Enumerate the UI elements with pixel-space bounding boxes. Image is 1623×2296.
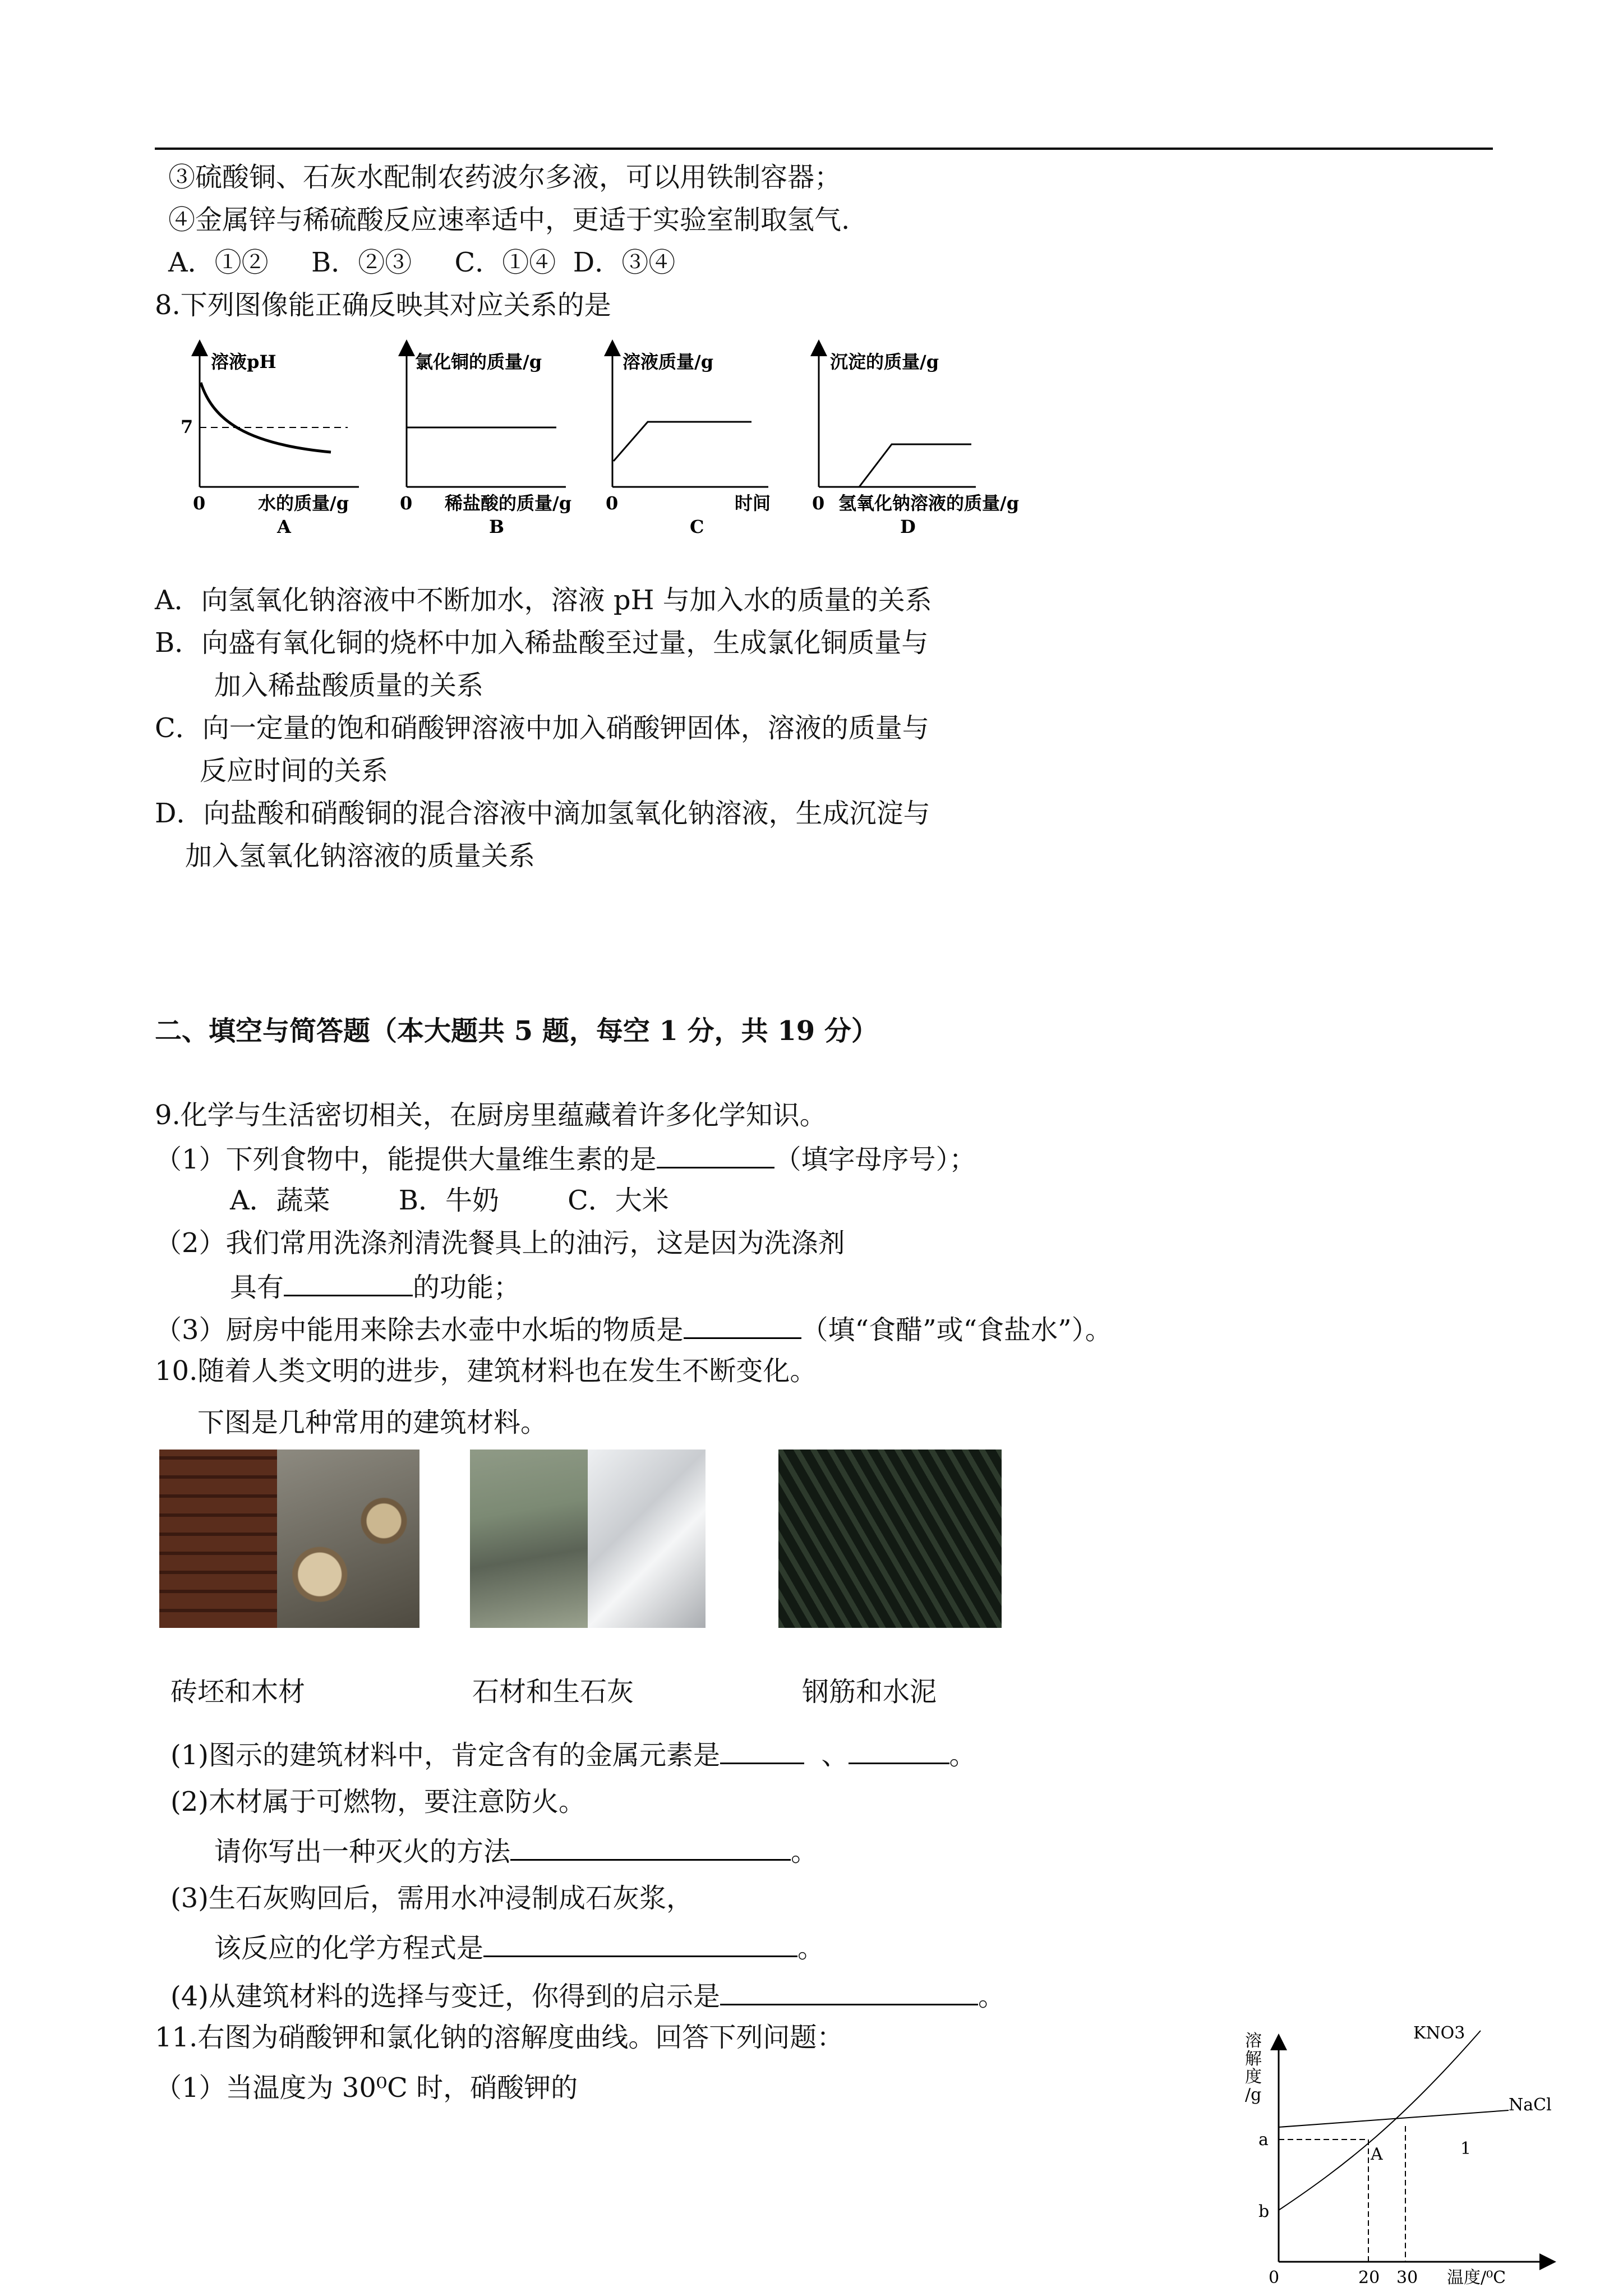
graph-c-origin: 0	[606, 493, 619, 514]
graph-d	[812, 348, 1019, 537]
graph-c-xlabel: 时间	[735, 493, 771, 514]
q10-part-3-line2: 该反应的化学方程式是 。	[214, 1930, 824, 1965]
q8-option-c-line1: C．向一定量的饱和硝酸钾溶液中加入硝酸钾固体，溶液的质量与	[155, 712, 929, 744]
ytick-a: a	[1258, 2130, 1269, 2150]
caption-bricks-timber: 砖坯和木材	[170, 1676, 306, 1708]
xtick-30: 30	[1396, 2268, 1418, 2288]
q8-option-a: A．向氢氧化钠溶液中不断加水，溶液 pH 与加入水的质量的关系	[155, 585, 932, 616]
solubility-ylabel-3: 度	[1245, 2067, 1262, 2087]
q10-part-2-line2: 请你写出一种灭火的方法 。	[214, 1833, 818, 1869]
q8-option-b-line1: B．向盛有氧化铜的烧杯中加入稀盐酸至过量，生成氯化铜质量与	[155, 627, 929, 659]
q7-option-3: ③硫酸铜、石灰水配制农药波尔多液，可以用铁制容器；	[168, 162, 842, 193]
solubility-origin: 0	[1269, 2268, 1280, 2288]
graph-a-xlabel: 水的质量/g	[258, 493, 349, 514]
q8-option-d-line1: D．向盐酸和硝酸铜的混合溶液中滴加氢氧化钠溶液，生成沉淀与	[155, 798, 930, 829]
solubility-ylabel-1: 溶	[1245, 2031, 1262, 2051]
q10-stem: 10.随着人类文明的进步，建筑材料也在发生不断变化。	[155, 1355, 817, 1387]
solubility-ylabel-2: 解	[1245, 2049, 1262, 2069]
graph-a-tick-7: 7	[181, 416, 193, 438]
graph-b-letter: B	[489, 516, 505, 537]
graph-c-letter: C	[690, 516, 704, 537]
graph-a-letter: A	[277, 516, 291, 537]
q10-blank-2[interactable]	[510, 1833, 791, 1861]
chart-note-1: 1	[1460, 2139, 1472, 2159]
q7-choices: A．①② B．②③ C．①④ D．③④	[168, 247, 676, 278]
q10-part-2-line1: (2)木材属于可燃物，要注意防火。	[170, 1786, 585, 1818]
q8-option-c-line2: 反应时间的关系	[200, 755, 389, 786]
solubility-xlabel: 温度/⁰C	[1447, 2268, 1506, 2288]
quicklime-image	[588, 1450, 706, 1628]
nacl-label: NaCl	[1509, 2095, 1552, 2115]
graph-a-ylabel: 溶液pH	[211, 351, 276, 372]
graph-c-ylabel: 溶液质量/g	[623, 351, 714, 372]
q8-option-b-line2: 加入稀盐酸质量的关系	[214, 670, 484, 701]
q8-stem: 8.下列图像能正确反映其对应关系的是	[155, 289, 611, 321]
q8-option-d-line2: 加入氢氧化钠溶液的质量关系	[185, 840, 536, 872]
q10-blank-1a[interactable]	[720, 1737, 804, 1764]
solubility-ylabel-4: /g	[1245, 2085, 1262, 2105]
q9-part-1-options: A．蔬菜 B．牛奶 C．大米	[230, 1185, 669, 1216]
graph-d-xlabel: 氢氧化钠溶液的质量/g	[838, 493, 1020, 514]
q10-blank-4[interactable]	[720, 1978, 978, 2005]
graph-b-xlabel: 稀盐酸的质量/g	[445, 493, 572, 514]
q10-part-4: (4)从建筑材料的选择与变迁，你得到的启示是 。	[170, 1978, 1005, 2013]
q10-subtitle: 下图是几种常用的建筑材料。	[197, 1407, 548, 1438]
q11-stem: 11.右图为硝酸钾和氯化钠的溶解度曲线。回答下列问题：	[155, 2022, 844, 2053]
ytick-b: b	[1258, 2202, 1270, 2221]
graph-d-line	[859, 444, 971, 487]
graph-a-curve	[201, 383, 331, 452]
solubility-chart	[1234, 2019, 1570, 2296]
caption-stone-quicklime: 石材和生石灰	[472, 1676, 634, 1708]
graph-a-origin: 0	[193, 493, 206, 514]
q9-part-3: （3）厨房中能用来除去水壶中水垢的物质是 （填“食醋”或“食盐水”）。	[155, 1312, 1112, 1347]
q8-graphs	[168, 337, 1066, 561]
graph-b	[400, 348, 571, 537]
graph-d-origin: 0	[812, 493, 825, 514]
bricks-image	[159, 1450, 277, 1628]
q7-option-4: ④金属锌与稀硫酸反应速率适中，更适于实验室制取氢气.	[168, 204, 850, 236]
graph-d-letter: D	[900, 516, 916, 537]
photo-rebar-and-cement	[778, 1450, 1002, 1628]
q10-blank-1b[interactable]	[849, 1737, 949, 1764]
graph-b-ylabel: 氯化铜的质量/g	[415, 351, 542, 372]
q9-part-2-line2: 具有 的功能；	[230, 1269, 520, 1304]
graph-c	[606, 348, 771, 537]
photo-bricks-and-timber	[159, 1450, 419, 1628]
q9-blank-3[interactable]	[684, 1312, 801, 1339]
point-a-label: A	[1371, 2145, 1383, 2164]
kno3-curve	[1279, 2031, 1481, 2210]
timber-image	[277, 1450, 419, 1628]
nacl-curve	[1279, 2110, 1509, 2127]
q9-blank-2[interactable]	[284, 1269, 413, 1296]
q9-blank-1[interactable]	[657, 1141, 774, 1168]
q10-part-1: (1)图示的建筑材料中，肯定含有的金属元素是 、 。	[170, 1737, 976, 1772]
graph-b-origin: 0	[400, 493, 413, 514]
stone-image	[470, 1450, 588, 1628]
q10-blank-3[interactable]	[483, 1930, 797, 1957]
photo-stone-and-quicklime	[470, 1450, 706, 1628]
q9-part-2-line1: （2）我们常用洗涤剂清洗餐具上的油污，这是因为洗涤剂	[155, 1227, 845, 1259]
header-rule	[155, 148, 1493, 150]
q10-part-3-line1: (3)生石灰购回后，需用水冲浸制成石灰浆，	[170, 1883, 693, 1914]
q11-part-1: （1）当温度为 30⁰C 时，硝酸钾的	[155, 2072, 578, 2104]
q9-stem: 9.化学与生活密切相关，在厨房里蕴藏着许多化学知识。	[155, 1099, 827, 1131]
xtick-20: 20	[1358, 2268, 1380, 2288]
kno3-label: KNO3	[1413, 2023, 1465, 2043]
section-2-heading: 二、填空与简答题（本大题共 5 题，每空 1 分，共 19 分）	[155, 1015, 878, 1047]
graph-d-ylabel: 沉淀的质量/g	[830, 351, 939, 372]
caption-rebar-cement: 钢筋和水泥	[802, 1676, 937, 1708]
graph-c-line	[614, 422, 751, 461]
graph-a	[181, 348, 359, 537]
q9-part-1: （1）下列食物中，能提供大量维生素的是 （填字母序号）；	[155, 1141, 976, 1176]
